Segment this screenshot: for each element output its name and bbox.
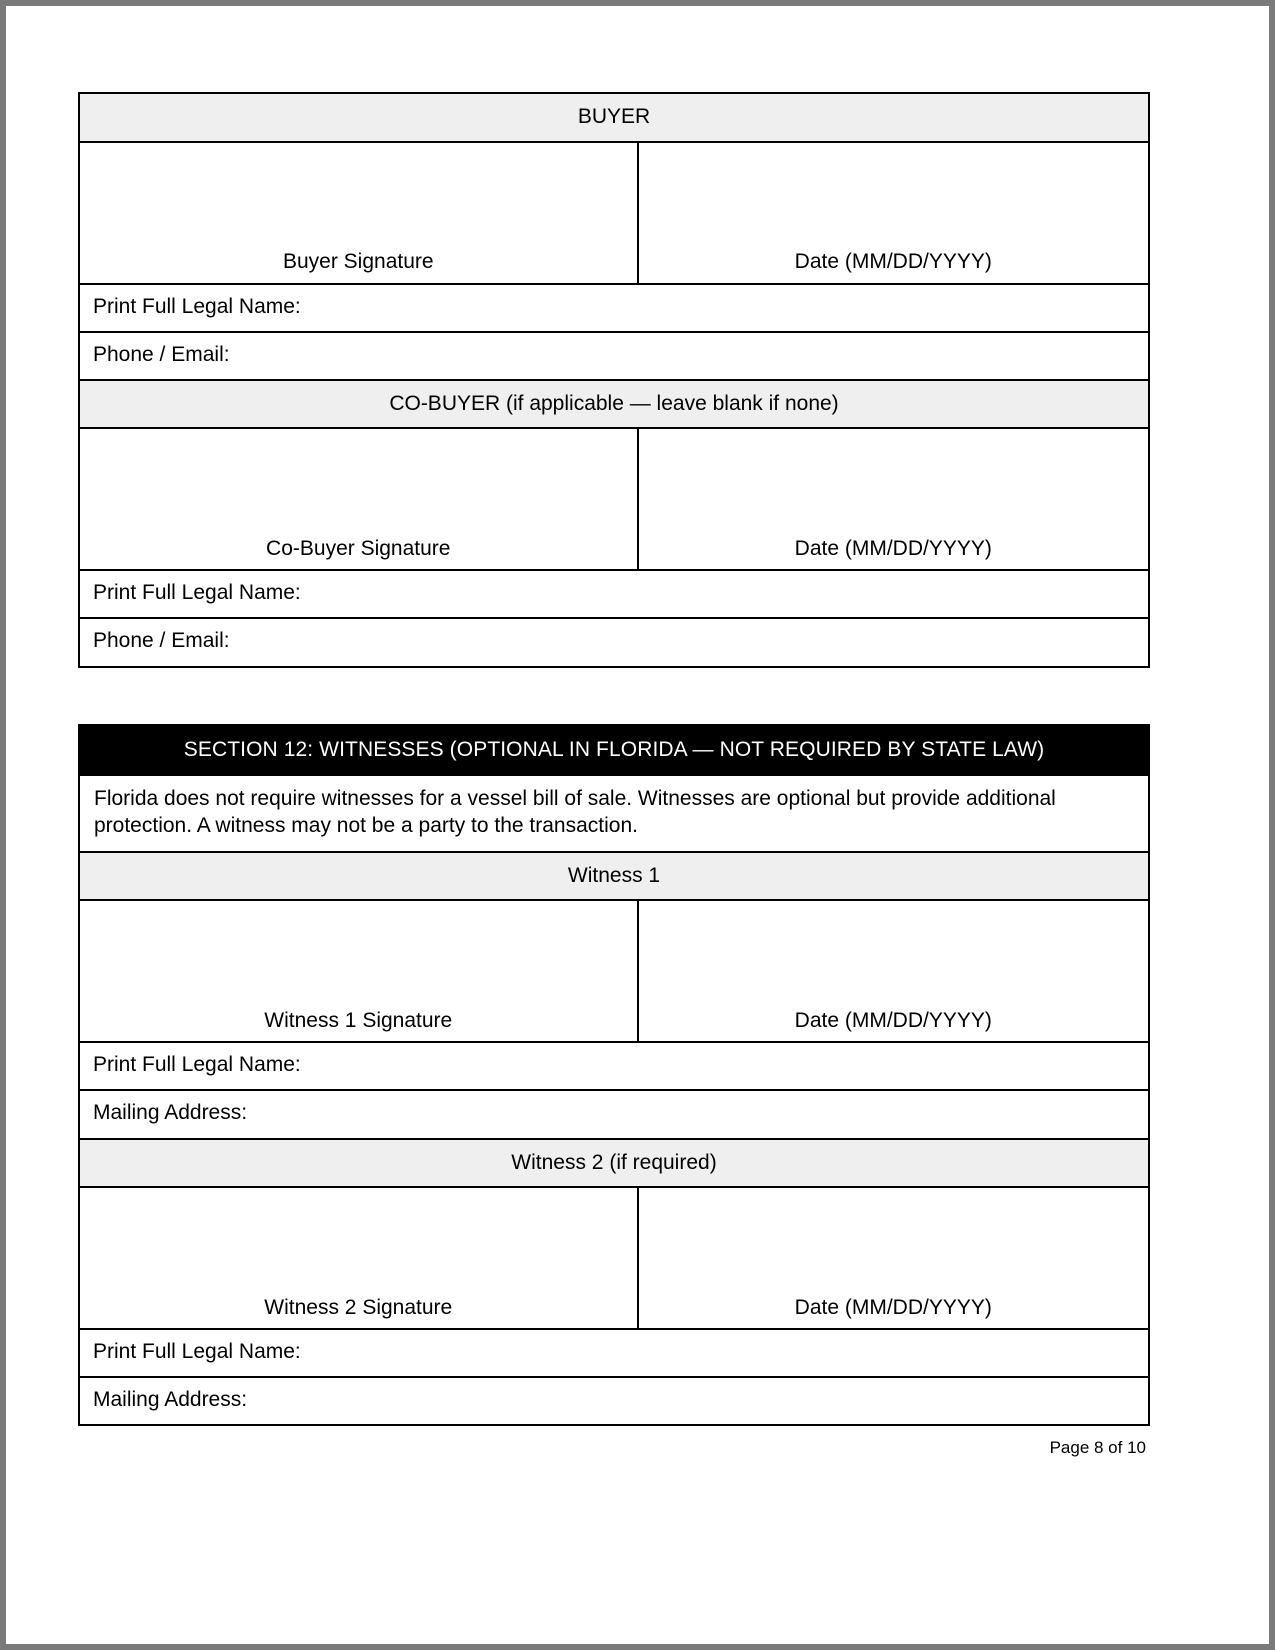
table-row [79, 380, 1149, 429]
witness2-band-label: Witness 2 (if required) [79, 1139, 1149, 1188]
table-row [79, 1090, 1149, 1138]
cobuyer-signature-caption: Co-Buyer Signature [266, 537, 451, 561]
witness1-mailing-address-field[interactable]: Mailing Address: [79, 1090, 1149, 1138]
witness2-date-field[interactable] [638, 1187, 1149, 1329]
section12-note: Florida does not require witnesses for a vessel bill of sale. Witnesses are optional but provide additional protection. A witness may not be a party to the transaction. [79, 775, 1149, 852]
table-row [79, 725, 1149, 776]
buyer-signature-table [78, 92, 1150, 668]
cobuyer-print-name-field[interactable]: Print Full Legal Name: [79, 570, 1149, 618]
witness2-signature-caption: Witness 2 Signature [264, 1295, 453, 1319]
section12-witnesses-table [78, 724, 1150, 1427]
buyer-print-name-field[interactable]: Print Full Legal Name: [79, 284, 1149, 332]
table-row [79, 1329, 1149, 1377]
cobuyer-date-caption: Date (MM/DD/YYYY) [794, 537, 992, 561]
witness1-band-label: Witness 1 [79, 852, 1149, 901]
buyer-signature-field[interactable] [79, 142, 638, 284]
buyer-phone-email-field[interactable]: Phone / Email: [79, 332, 1149, 380]
cobuyer-band-label: CO-BUYER (if applicable — leave blank if none) [79, 380, 1149, 429]
witness2-date-caption: Date (MM/DD/YYYY) [794, 1295, 992, 1319]
table-row [79, 1139, 1149, 1188]
witness1-date-caption: Date (MM/DD/YYYY) [794, 1009, 992, 1033]
table-row [79, 1377, 1149, 1425]
table-row [79, 284, 1149, 332]
cobuyer-phone-email-field[interactable]: Phone / Email: [79, 618, 1149, 666]
table-row [79, 428, 1149, 570]
buyer-date-caption: Date (MM/DD/YYYY) [794, 250, 992, 274]
table-row [79, 93, 1149, 142]
buyer-signature-caption: Buyer Signature [282, 250, 434, 274]
witness2-print-name-field[interactable]: Print Full Legal Name: [79, 1329, 1149, 1377]
table-row [79, 900, 1149, 1042]
page-content [6, 6, 1269, 1644]
witness2-mailing-address-field[interactable]: Mailing Address: [79, 1377, 1149, 1425]
table-row [79, 852, 1149, 901]
table-row [79, 618, 1149, 666]
cobuyer-signature-field[interactable] [79, 428, 638, 570]
witness2-signature-field[interactable] [79, 1187, 638, 1329]
table-row [79, 775, 1149, 852]
page-footer: Page 8 of 10 [1049, 1438, 1146, 1458]
witness1-signature-caption: Witness 1 Signature [264, 1009, 453, 1033]
witness1-print-name-field[interactable]: Print Full Legal Name: [79, 1042, 1149, 1090]
table-row [79, 1187, 1149, 1329]
buyer-date-field[interactable] [638, 142, 1149, 284]
buyer-band-label: BUYER [79, 93, 1149, 142]
section-spacer [78, 668, 1147, 724]
section12-header: SECTION 12: WITNESSES (OPTIONAL IN FLORIDA — NOT REQUIRED BY STATE LAW) [79, 725, 1149, 776]
table-row [79, 570, 1149, 618]
table-row [79, 142, 1149, 284]
witness1-signature-field[interactable] [79, 900, 638, 1042]
witness1-date-field[interactable] [638, 900, 1149, 1042]
table-row [79, 332, 1149, 380]
cobuyer-date-field[interactable] [638, 428, 1149, 570]
table-row [79, 1042, 1149, 1090]
